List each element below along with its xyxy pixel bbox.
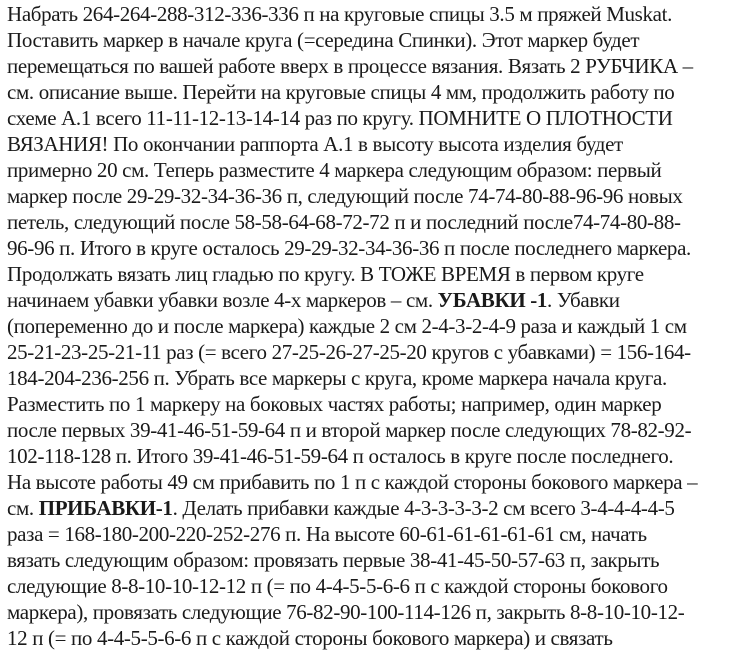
text-line: примерно 20 см. Теперь разместите 4 маркера следующим образом: первый (7, 158, 662, 182)
text-line: после первых 39-41-46-51-59-64 п и второй маркер после следующих 78-82-92- (7, 418, 692, 442)
text-line: Продолжать вязать лиц гладью по кругу. В ТОЖЕ ВРЕМЯ в первом круге (7, 262, 644, 286)
text-line: 25-21-23-25-21-11 раз (= всего 27-25-26-27-25-20 кругов с убавками) = 156-164- (7, 340, 691, 364)
text-line: следующие 8-8-10-10-12-12 п (= по 4-4-5-5-6-6 п с каждой стороны бокового (7, 574, 668, 598)
text-line: 184-204-236-256 п. Убрать все маркеры с круга, кроме маркера начала круга. (7, 366, 667, 390)
text-line: ВЯЗАНИЯ! По окончании раппорта А.1 в высоту высота изделия будет (7, 132, 623, 156)
text-line: маркера), провязать следующие 76-82-90-100-114-126 п, закрыть 8-8-10-10-12- (7, 600, 685, 624)
text-line: вязать следующим образом: провязать первые 38-41-45-50-57-63 п, закрыть (7, 548, 660, 572)
text-line: схеме А.1 всего 11-11-12-13-14-14 раз по кругу. ПОМНИТЕ О ПЛОТНОСТИ (7, 106, 673, 130)
text-line: 12 п (= по 4-4-5-5-6-6 п с каждой стороны бокового маркера) и связать (7, 626, 613, 650)
text-line: перемещаться по вашей работе вверх в процессе вязания. Вязать 2 РУБЧИКА – (7, 54, 693, 78)
text-line: На высоте работы 49 см прибавить по 1 п с каждой стороны бокового маркера – (7, 470, 698, 494)
text-line: см. описание выше. Перейти на круговые спицы 4 мм, продолжить работу по (7, 80, 675, 104)
bold-term-pribavki: ПРИБАВКИ-1 (38, 496, 173, 520)
text-line: 96-96 п. Итого в круге осталось 29-29-32-34-36-36 п после последнего маркера. (7, 236, 691, 260)
text-line-with-bold (7, 495, 741, 521)
text-line: маркер после 29-29-32-34-36-36 п, следующий после 74-74-80-88-96-96 новых (7, 184, 683, 208)
text-line-with-bold (7, 287, 741, 313)
text-line: 102-118-128 п. Итого 39-41-46-51-59-64 п осталось в круге после последнего. (7, 444, 674, 468)
bold-term-ubavki: УБАВКИ -1 (437, 288, 548, 312)
text-line: Набрать 264-264-288-312-336-336 п на круговые спицы 3.5 м пряжей Muskat. (7, 2, 673, 26)
text-segment: . Убавки (547, 288, 620, 312)
text-line: петель, следующий после 58-58-64-68-72-72 п и последний после74-74-80-88- (7, 210, 681, 234)
text-segment: см. (7, 496, 39, 520)
text-line: раза = 168-180-200-220-252-276 п. На высоте 60-61-61-61-61-61 см, начать (7, 522, 647, 546)
text-segment: . Делать прибавки каждые 4-3-3-3-3-2 см всего 3-4-4-4-4-5 (172, 496, 675, 520)
text-line: (попеременно до и после маркера) каждые 2 см 2-4-3-2-4-9 раза и каждый 1 см (7, 314, 687, 338)
text-segment: начинаем убавки убавки возле 4-х маркеров – см. (7, 288, 438, 312)
text-line: Разместить по 1 маркеру на боковых частях работы; например, один маркер (7, 392, 662, 416)
text-line: Поставить маркер в начале круга (=середина Спинки). Этот маркер будет (7, 28, 640, 52)
